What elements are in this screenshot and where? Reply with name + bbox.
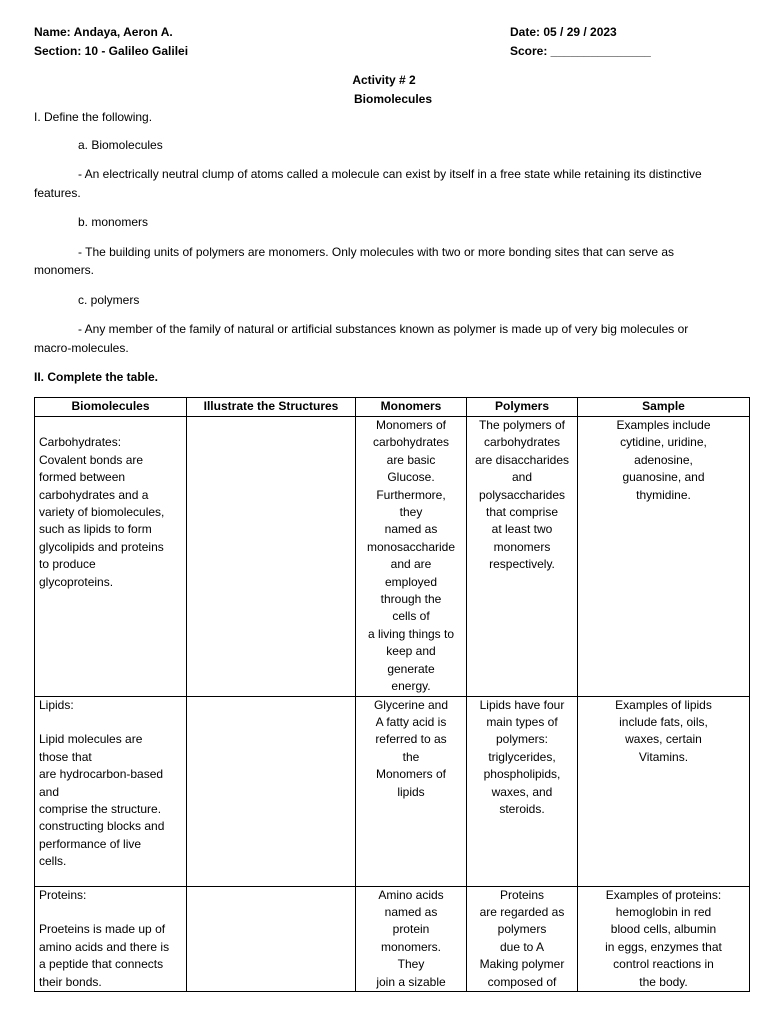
cell-line: Proteins bbox=[499, 887, 545, 902]
cell-line: generate bbox=[387, 661, 435, 676]
table-row bbox=[35, 886, 750, 991]
cell-polymers bbox=[467, 696, 578, 886]
cell-biomolecule bbox=[35, 696, 187, 886]
cell-line: a living things to bbox=[367, 626, 455, 641]
definition-b-text: - The building units of polymers are monomers. Only molecules with two or more bonding sites that can serve as bbox=[78, 245, 675, 259]
cell-line: polymers: bbox=[495, 732, 548, 747]
cell-line: such as lipids to form bbox=[39, 522, 152, 537]
cell-line bbox=[39, 904, 182, 921]
cell-line: variety of biomolecules, bbox=[39, 505, 165, 520]
biomolecules-table bbox=[34, 397, 750, 992]
cell-line: Examples of proteins: bbox=[605, 887, 722, 902]
table-header-row bbox=[35, 398, 750, 417]
cell-line: formed between bbox=[39, 470, 126, 485]
definition-c-text-cont: macro-molecules. bbox=[34, 341, 129, 355]
score-field: Score: _______________ bbox=[510, 44, 651, 58]
cell-monomers bbox=[356, 696, 467, 886]
cell-monomers bbox=[356, 886, 467, 991]
cell-line: glycolipids and proteins bbox=[39, 539, 164, 554]
cell-line: Lipid molecules are bbox=[39, 732, 143, 747]
cell-line: protein bbox=[392, 922, 430, 937]
cell-line: Monomers of bbox=[375, 767, 447, 782]
column-header-polymers: Polymers bbox=[467, 398, 578, 417]
cell-line: Proteins: bbox=[39, 887, 87, 902]
cell-line: polymers bbox=[497, 922, 547, 937]
cell-line: respectively. bbox=[489, 557, 555, 572]
table-row bbox=[35, 417, 750, 697]
cell-line: Lipids: bbox=[39, 697, 74, 712]
cell-line bbox=[39, 714, 182, 731]
cell-line: and bbox=[39, 784, 60, 799]
cell-line: main types of bbox=[486, 714, 558, 729]
cell-line: amino acids and there is bbox=[39, 939, 170, 954]
cell-line: performance of live bbox=[39, 836, 142, 851]
cell-line: keep and bbox=[386, 644, 436, 659]
cell-line: They bbox=[397, 957, 425, 972]
cell-line: Carbohydrates: bbox=[39, 435, 122, 450]
cell-line: Lipids have four bbox=[479, 697, 565, 712]
cell-sample bbox=[578, 417, 750, 697]
cell-line: hemoglobin in red bbox=[615, 904, 712, 919]
cell-line: and are bbox=[390, 557, 432, 572]
cell-line: polysaccharides bbox=[478, 487, 566, 502]
column-header-structures: Illustrate the Structures bbox=[187, 398, 356, 417]
cell-polymers bbox=[467, 886, 578, 991]
cell-line: cells. bbox=[39, 854, 67, 869]
cell-line: Examples include bbox=[616, 418, 711, 432]
cell-monomers bbox=[356, 417, 467, 697]
cell-line: and bbox=[511, 470, 533, 485]
cell-line: Examples of lipids bbox=[615, 697, 712, 712]
cell-line: named as bbox=[384, 904, 438, 919]
cell-line: those that bbox=[39, 749, 92, 764]
cell-structure bbox=[187, 696, 356, 886]
definition-b-text-cont: monomers. bbox=[34, 263, 95, 277]
cell-line: monomers bbox=[493, 539, 551, 554]
definition-a-text: - An electrically neutral clump of atoms called a molecule can exist by itself in a free state while retaining its distinctive bbox=[78, 167, 702, 181]
cell-line: Furthermore, bbox=[376, 487, 446, 502]
cell-line: triglycerides, bbox=[488, 749, 556, 764]
cell-line: A fatty acid is bbox=[375, 714, 447, 729]
cell-line: that comprise bbox=[485, 505, 559, 520]
definition-a-label: a. Biomolecules bbox=[78, 138, 163, 152]
cell-line: at least two bbox=[491, 522, 553, 537]
cell-line: glycoproteins. bbox=[39, 574, 114, 589]
student-name: Name: Andaya, Aeron A. bbox=[34, 25, 173, 39]
cell-line: due to A bbox=[499, 939, 545, 954]
cell-line: Proeteins is made up of bbox=[39, 922, 166, 937]
part1-heading: I. Define the following. bbox=[34, 110, 153, 124]
definition-c-label: c. polymers bbox=[78, 293, 140, 307]
date-field: Date: 05 / 29 / 2023 bbox=[510, 25, 617, 39]
cell-line: constructing blocks and bbox=[39, 819, 165, 834]
definition-b-label: b. monomers bbox=[78, 215, 149, 229]
cell-line: carbohydrates bbox=[483, 435, 561, 450]
cell-line: adenosine, bbox=[634, 452, 693, 467]
cell-line: The polymers of bbox=[478, 418, 566, 432]
cell-line: are regarded as bbox=[479, 904, 565, 919]
cell-line: carbohydrates bbox=[372, 435, 450, 450]
cell-line: are hydrocarbon-based bbox=[39, 767, 164, 782]
column-header-monomers: Monomers bbox=[356, 398, 467, 417]
cell-line: Covalent bonds are bbox=[39, 452, 144, 467]
cell-line: blood cells, albumin bbox=[610, 922, 717, 937]
cell-line: guanosine, and bbox=[622, 470, 705, 485]
part2-heading: II. Complete the table. bbox=[34, 370, 159, 384]
cell-line: phospholipids, bbox=[483, 767, 561, 782]
cell-line: Monomers of bbox=[375, 418, 447, 432]
student-section: Section: 10 - Galileo Galilei bbox=[34, 44, 189, 58]
cell-line: thymidine. bbox=[636, 487, 691, 502]
cell-line: through the bbox=[380, 592, 442, 607]
cell-line: are basic bbox=[386, 452, 436, 467]
cell-line: join a sizable bbox=[376, 974, 446, 989]
cell-line: cytidine, uridine, bbox=[620, 435, 707, 450]
column-header-sample: Sample bbox=[578, 398, 750, 417]
cell-biomolecule bbox=[35, 886, 187, 991]
cell-line: waxes, certain bbox=[625, 732, 702, 747]
cell-line: a peptide that connects bbox=[39, 957, 164, 972]
cell-line: composed of bbox=[487, 974, 557, 989]
table-row bbox=[35, 696, 750, 886]
cell-line: the bbox=[402, 749, 420, 764]
cell-line: include fats, oils, bbox=[619, 714, 708, 729]
cell-biomolecule bbox=[35, 417, 187, 697]
cell-structure bbox=[187, 417, 356, 697]
activity-subject: Biomolecules bbox=[353, 92, 433, 106]
cell-line: control reactions in bbox=[613, 957, 714, 972]
cell-line: referred to as bbox=[375, 732, 447, 747]
cell-structure bbox=[187, 886, 356, 991]
cell-line: Vitamins. bbox=[638, 749, 689, 764]
cell-line: in eggs, enzymes that bbox=[605, 939, 722, 954]
definition-c-text: - Any member of the family of natural or artificial substances known as polymer is made up of very big molecules or bbox=[78, 322, 689, 336]
cell-line: named as bbox=[384, 522, 438, 537]
cell-line: cells of bbox=[392, 609, 430, 624]
cell-line: waxes, and bbox=[491, 784, 553, 799]
column-header-biomolecules: Biomolecules bbox=[35, 398, 187, 417]
cell-sample bbox=[578, 886, 750, 991]
cell-line: steroids. bbox=[499, 801, 545, 816]
cell-line: to produce bbox=[39, 557, 96, 572]
cell-line: employed bbox=[384, 574, 438, 589]
cell-line: Glucose. bbox=[387, 470, 435, 485]
cell-sample bbox=[578, 696, 750, 886]
definition-a-text-cont: features. bbox=[34, 186, 81, 200]
cell-polymers bbox=[467, 417, 578, 697]
cell-line: Glycerine and bbox=[373, 697, 449, 712]
cell-line: are disaccharides bbox=[474, 452, 570, 467]
cell-line: their bonds. bbox=[39, 974, 102, 989]
cell-line: carbohydrates and a bbox=[39, 487, 149, 502]
cell-line: monomers. bbox=[380, 939, 442, 954]
cell-line: comprise the structure. bbox=[39, 801, 162, 816]
cell-line: Making polymer bbox=[479, 957, 565, 972]
cell-line: they bbox=[399, 505, 423, 520]
cell-line: energy. bbox=[391, 679, 431, 694]
cell-line: the body. bbox=[639, 974, 688, 989]
cell-line: monosaccharide bbox=[366, 539, 456, 554]
cell-line: Amino acids bbox=[378, 887, 444, 902]
cell-line bbox=[39, 417, 182, 434]
cell-line: lipids bbox=[397, 784, 425, 799]
activity-title: Activity # 2 bbox=[352, 73, 416, 87]
